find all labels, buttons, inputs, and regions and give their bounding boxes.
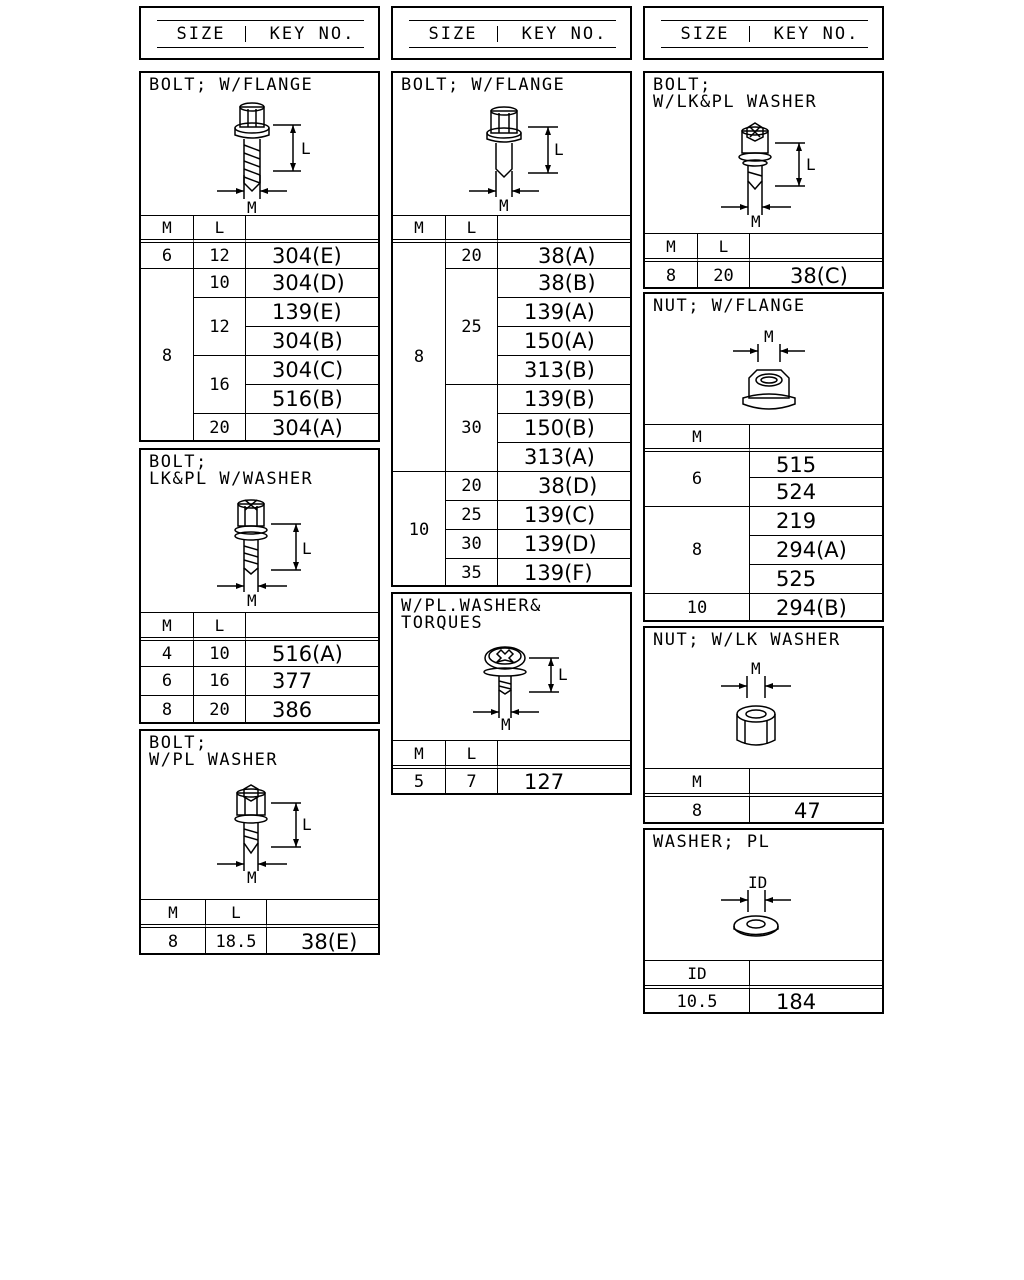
col-header-l: L: [445, 740, 497, 765]
lk-washer-nut-illustration: [645, 628, 886, 768]
col-header-key: [245, 215, 380, 239]
panel-title: BOLT; W/PL WASHER: [149, 733, 279, 770]
diameter-label: M: [247, 591, 257, 610]
cell-key: 313(B): [497, 355, 632, 384]
diameter-label: M: [247, 198, 257, 217]
cell-l: 25: [445, 500, 497, 529]
cell-key: 38(A): [497, 239, 632, 268]
cell-l: 20: [193, 695, 245, 724]
cell-l: 25: [445, 268, 497, 384]
key-no-label: KEY NO.: [773, 24, 860, 44]
col-header-m: M: [393, 215, 445, 239]
cell-key: 516(A): [245, 637, 380, 666]
cell-m: 8: [645, 506, 749, 593]
length-label: L: [301, 139, 311, 158]
size-key-header-1: [139, 6, 380, 60]
cell-m: 8: [141, 924, 205, 955]
cell-l: 16: [193, 355, 245, 413]
col-header-m: M: [645, 768, 749, 793]
col-header-m: M: [645, 233, 697, 258]
size-label: SIZE: [428, 24, 478, 44]
diameter-label: M: [501, 715, 511, 734]
cell-m: 6: [141, 239, 193, 268]
length-label: L: [806, 155, 816, 174]
diameter-label: M: [751, 212, 761, 231]
cell-l: 30: [445, 384, 497, 471]
cell-key: 38(C): [749, 258, 884, 289]
cell-l: 12: [193, 297, 245, 355]
cell-key: 184: [749, 985, 884, 1014]
col-header-key: [749, 960, 884, 985]
panel-title: NUT; W/LK WASHER: [653, 630, 841, 650]
col-header-key: [749, 233, 884, 258]
length-label: L: [554, 140, 564, 159]
cell-key: 127: [497, 765, 632, 795]
bolt-flange-panel-2: [391, 71, 632, 587]
cell-key: 525: [749, 564, 884, 593]
col-header-l: L: [193, 215, 245, 239]
cell-l: 7: [445, 765, 497, 795]
cell-l: 10: [193, 268, 245, 297]
size-label: SIZE: [680, 24, 730, 44]
bolt-pl-washer-panel: [139, 729, 380, 955]
col-header-key: [497, 215, 632, 239]
diameter-label: M: [247, 868, 257, 887]
cell-m: 4: [141, 637, 193, 666]
cell-key: 139(B): [497, 384, 632, 413]
panel-title: NUT; W/FLANGE: [653, 296, 806, 316]
col-header-l: L: [697, 233, 749, 258]
cell-key: 38(D): [497, 471, 632, 500]
diameter-label: M: [751, 659, 761, 678]
washer-bolt-illustration: [141, 450, 382, 612]
cell-m: 10: [645, 593, 749, 622]
cell-id: 10.5: [645, 985, 749, 1014]
length-label: L: [558, 665, 568, 684]
cell-key: 524: [749, 477, 884, 506]
length-label: L: [302, 539, 312, 558]
col-header-m: M: [141, 215, 193, 239]
cell-key: 294(A): [749, 535, 884, 564]
cell-l: 12: [193, 239, 245, 268]
cell-key: 38(E): [266, 924, 380, 955]
nut-flange-panel: [643, 292, 884, 622]
cell-l: 30: [445, 529, 497, 558]
cell-m: 6: [141, 666, 193, 695]
cell-key: 313(A): [497, 442, 632, 471]
cell-l: 20: [445, 471, 497, 500]
cell-key: 294(B): [749, 593, 884, 622]
cell-l: 20: [697, 258, 749, 289]
cell-key: 139(A): [497, 297, 632, 326]
diameter-label: M: [764, 327, 774, 346]
cell-key: 386: [245, 695, 380, 724]
size-key-header-2: [391, 6, 632, 60]
cell-m: 8: [645, 793, 749, 824]
cell-m: 5: [393, 765, 445, 795]
cell-l: 35: [445, 558, 497, 587]
cell-m: 6: [645, 448, 749, 506]
pl-washer-bolt-illustration: [141, 731, 382, 899]
washer-pl-panel: [643, 828, 884, 1014]
cell-key: 38(B): [497, 268, 632, 297]
nut-lk-washer-panel: [643, 626, 884, 824]
cell-key: 515: [749, 448, 884, 477]
flange-bolt-illustration: [393, 73, 634, 215]
wpl-washer-torques-panel: [391, 592, 632, 795]
length-label: L: [302, 815, 312, 834]
cell-m: 8: [141, 268, 193, 442]
col-header-key: [245, 612, 380, 637]
cell-m: 8: [141, 695, 193, 724]
flange-nut-illustration: [645, 294, 886, 424]
col-header-l: L: [445, 215, 497, 239]
cell-key: 139(F): [497, 558, 632, 587]
cell-m: 8: [393, 239, 445, 471]
bolt-lkpl-washer-panel: [139, 448, 380, 724]
cell-key: 304(A): [245, 413, 380, 442]
panel-title: BOLT; W/FLANGE: [149, 75, 314, 95]
cell-key: 47: [749, 793, 884, 824]
col-header-key: [749, 768, 884, 793]
panel-title: BOLT; LK&PL W/WASHER: [149, 452, 314, 489]
cell-key: 304(B): [245, 326, 380, 355]
bolt-lkpl-washer-panel-2: [643, 71, 884, 289]
key-no-label: KEY NO.: [269, 24, 356, 44]
inner-diameter-label: ID: [748, 873, 768, 892]
cell-key: 304(E): [245, 239, 380, 268]
cell-key: 377: [245, 666, 380, 695]
col-header-m: M: [393, 740, 445, 765]
col-header-l: L: [205, 899, 266, 924]
diameter-label: M: [499, 196, 509, 215]
cell-l: 20: [445, 239, 497, 268]
torx-screw-illustration: [393, 594, 634, 740]
cell-key: 219: [749, 506, 884, 535]
bolt-flange-panel-1: [139, 71, 380, 442]
cell-l: 16: [193, 666, 245, 695]
cell-key: 516(B): [245, 384, 380, 413]
col-header-m: M: [141, 899, 205, 924]
flange-bolt-illustration: [141, 73, 382, 215]
col-header-l: L: [193, 612, 245, 637]
cell-key: 304(D): [245, 268, 380, 297]
cell-key: 139(C): [497, 500, 632, 529]
cell-m: 10: [393, 471, 445, 587]
col-header-m: M: [645, 424, 749, 448]
col-header-key: [266, 899, 380, 924]
panel-title: W/PL.WASHER& TORQUES: [401, 596, 542, 633]
cell-key: 150(B): [497, 413, 632, 442]
col-header-id: ID: [645, 960, 749, 985]
cell-l: 20: [193, 413, 245, 442]
col-header-key: [497, 740, 632, 765]
cell-key: 304(C): [245, 355, 380, 384]
col-header-m: M: [141, 612, 193, 637]
plain-washer-illustration: [645, 830, 886, 960]
size-label: SIZE: [176, 24, 226, 44]
cell-m: 8: [645, 258, 697, 289]
cell-key: 139(D): [497, 529, 632, 558]
cell-key: 150(A): [497, 326, 632, 355]
panel-title: WASHER; PL: [653, 832, 771, 852]
col-header-key: [749, 424, 884, 448]
cell-l: 10: [193, 637, 245, 666]
key-no-label: KEY NO.: [521, 24, 608, 44]
size-key-header-3: [643, 6, 884, 60]
lkpl-washer-bolt-illustration: [645, 73, 886, 233]
cell-l: 18.5: [205, 924, 266, 955]
panel-title: BOLT; W/FLANGE: [401, 75, 566, 95]
cell-key: 139(E): [245, 297, 380, 326]
panel-title: BOLT; W/LK&PL WASHER: [653, 75, 818, 112]
